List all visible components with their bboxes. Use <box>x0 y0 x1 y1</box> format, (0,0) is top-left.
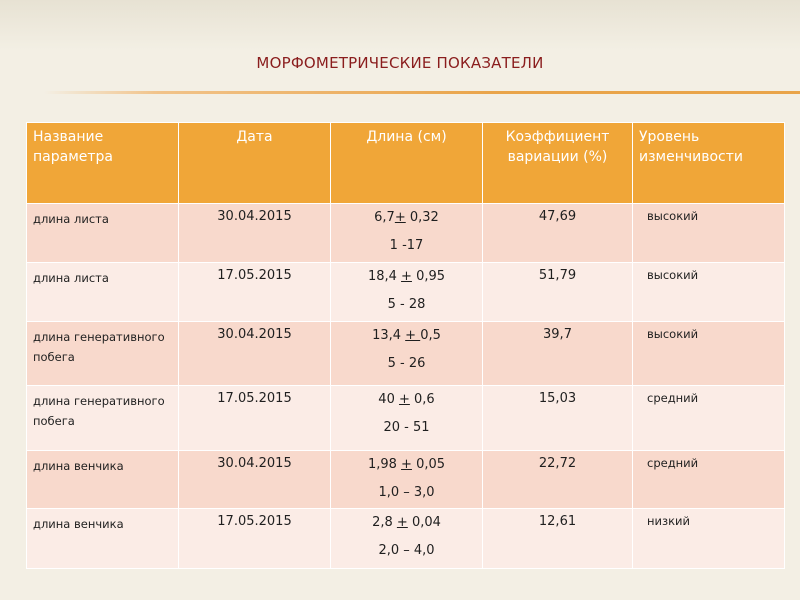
slide-title: МОРФОМЕТРИЧЕСКИЕ ПОКАЗАТЕЛИ <box>256 54 544 72</box>
cell-level: низкий <box>633 509 785 569</box>
cell-date: 17.05.2015 <box>179 263 331 322</box>
cell-name: длина генеративного побега <box>27 322 179 386</box>
cell-name: длина венчика <box>27 451 179 509</box>
header-parameter-name: Название параметра <box>27 123 179 204</box>
cell-cv: 39,7 <box>483 322 633 386</box>
cell-name: длина листа <box>27 204 179 263</box>
length-range: 5 - 28 <box>387 297 426 312</box>
table-row <box>27 386 785 451</box>
table-row <box>27 263 785 322</box>
cell-cv: 15,03 <box>483 386 633 451</box>
cell-name: длина генеративного побега <box>27 386 179 451</box>
length-mean: 1,98 + 0,05 <box>367 457 446 472</box>
cell-level: средний <box>633 386 785 451</box>
cell-cv: 47,69 <box>483 204 633 263</box>
top-gradient <box>0 0 800 50</box>
length-range: 20 - 51 <box>383 420 430 435</box>
title-divider <box>44 91 800 94</box>
length-mean: 6,7+ 0,32 <box>374 210 439 225</box>
length-range: 5 - 26 <box>387 356 426 371</box>
cell-name: длина листа <box>27 263 179 322</box>
cell-date: 30.04.2015 <box>179 322 331 386</box>
cell-date: 17.05.2015 <box>179 386 331 451</box>
table-row <box>27 204 785 263</box>
cell-date: 17.05.2015 <box>179 509 331 569</box>
cell-length <box>331 322 483 386</box>
length-range: 2,0 – 4,0 <box>378 543 435 558</box>
cell-level: высокий <box>633 263 785 322</box>
table-row <box>27 322 785 386</box>
morphometric-table <box>26 122 785 569</box>
length-range: 1,0 – 3,0 <box>378 485 435 500</box>
length-mean: 13,4 + 0,5 <box>372 328 441 343</box>
cell-cv: 22,72 <box>483 451 633 509</box>
table-header-row <box>27 123 785 204</box>
header-variability-level: Уровень изменчивости <box>633 123 785 204</box>
header-length: Длина (см) <box>331 123 483 204</box>
cell-level: высокий <box>633 322 785 386</box>
cell-date: 30.04.2015 <box>179 451 331 509</box>
table-row <box>27 451 785 509</box>
cell-date: 30.04.2015 <box>179 204 331 263</box>
header-date: Дата <box>179 123 331 204</box>
cell-length <box>331 263 483 322</box>
cell-length <box>331 204 483 263</box>
cell-name: длина венчика <box>27 509 179 569</box>
cell-length <box>331 509 483 569</box>
length-mean: 18,4 + 0,95 <box>367 269 446 284</box>
length-range: 1 -17 <box>389 238 424 253</box>
cell-level: высокий <box>633 204 785 263</box>
cell-length <box>331 386 483 451</box>
length-mean: 40 + 0,6 <box>378 392 435 407</box>
header-variation-coefficient: Коэффициент вариации (%) <box>483 123 633 204</box>
length-mean: 2,8 + 0,04 <box>372 515 441 530</box>
cell-cv: 51,79 <box>483 263 633 322</box>
table-row <box>27 509 785 569</box>
cell-cv: 12,61 <box>483 509 633 569</box>
cell-level: средний <box>633 451 785 509</box>
cell-length <box>331 451 483 509</box>
